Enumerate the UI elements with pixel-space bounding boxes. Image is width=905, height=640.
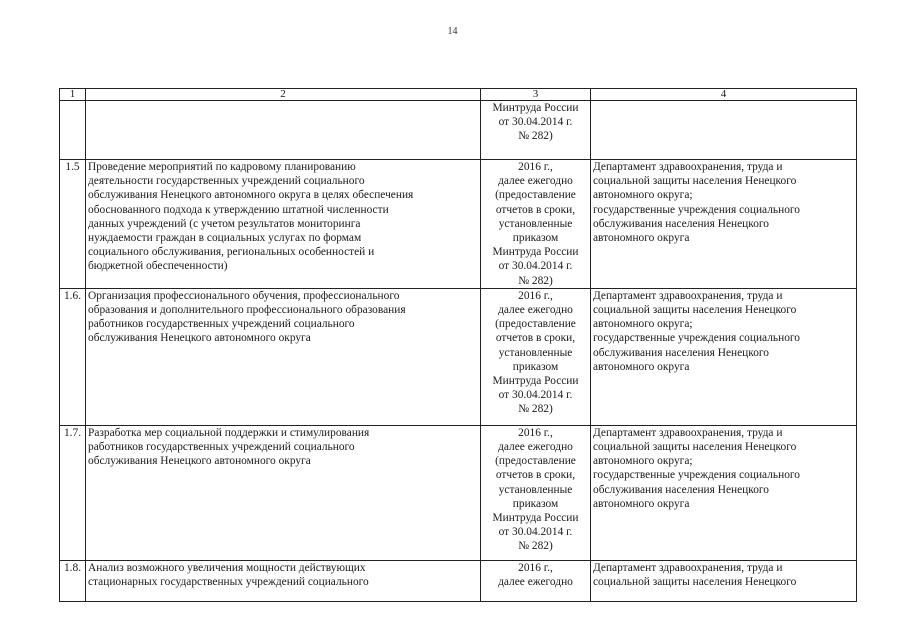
activity-line: работников государственных учреждений социального xyxy=(88,441,355,454)
term-line: № 282) xyxy=(518,540,553,553)
term-line: от 30.04.2014 г. xyxy=(498,116,573,129)
activity-line: обоснованного подхода к утверждению штатной численности xyxy=(88,203,389,216)
term-line: 2016 г., xyxy=(518,426,553,439)
term-line: приказом xyxy=(512,360,559,373)
executor-line: автономного округа; xyxy=(593,318,693,331)
term-cell xyxy=(481,560,591,601)
executor-cell xyxy=(591,160,857,289)
executor-line: Департамент здравоохранения, труда и xyxy=(593,561,783,574)
term-line: (предоставление xyxy=(495,318,576,331)
executor-line: обслуживания населения Ненецкого xyxy=(593,217,769,230)
activity-line: социального обслуживания, региональных особенностей и xyxy=(88,246,375,259)
measures-table xyxy=(59,88,857,602)
activity-line: обслуживания Ненецкого автономного округа xyxy=(88,455,311,468)
term-line: (предоставление xyxy=(495,455,576,468)
term-cell xyxy=(481,160,591,289)
activity-line: Организация профессионального обучения, профессионального xyxy=(88,289,400,302)
term-line: далее ежегодно xyxy=(498,441,573,454)
term-line: приказом xyxy=(512,497,559,510)
term-line: далее ежегодно xyxy=(498,304,573,317)
row-number-cell: 1.6. xyxy=(60,288,86,425)
term-cell xyxy=(481,288,591,425)
row-number-cell: 1.5 xyxy=(60,160,86,289)
activity-line: бюджетной обеспеченности) xyxy=(88,260,228,273)
row-number-cell: 1.7. xyxy=(60,425,86,560)
term-line: Минтруда России xyxy=(492,512,579,525)
row-number-cell xyxy=(60,101,86,160)
executor-cell xyxy=(591,101,857,160)
table-row xyxy=(60,101,857,160)
activity-cell xyxy=(86,160,481,289)
column-header-3: 3 xyxy=(481,89,591,101)
term-line: приказом xyxy=(512,232,559,245)
term-line: далее ежегодно xyxy=(498,175,573,188)
term-line: 2016 г., xyxy=(518,561,553,574)
activity-cell xyxy=(86,560,481,601)
term-line: установленные xyxy=(498,217,573,230)
activity-line: данных учреждений (с учетом результатов мониторинга xyxy=(88,217,361,230)
activity-line: Разработка мер социальной поддержки и стимулирования xyxy=(88,426,370,439)
executor-line: обслуживания населения Ненецкого xyxy=(593,346,769,359)
executor-line: Департамент здравоохранения, труда и xyxy=(593,161,783,173)
term-line: отчетов в сроки, xyxy=(495,332,576,345)
executor-line: Департамент здравоохранения, труда и xyxy=(593,426,783,439)
activity-line: Анализ возможного увеличения мощности действующих xyxy=(88,561,366,574)
term-line: Минтруда России xyxy=(492,375,579,388)
term-line: установленные xyxy=(498,483,573,496)
activity-cell xyxy=(86,425,481,560)
executor-line: государственные учреждения социального xyxy=(593,203,800,216)
table-row xyxy=(60,425,857,560)
term-line: № 282) xyxy=(518,130,553,143)
executor-cell xyxy=(591,560,857,601)
activity-line: образования и дополнительного профессионального образования xyxy=(88,304,406,317)
executor-line: государственные учреждения социального xyxy=(593,332,800,345)
executor-line: автономного округа xyxy=(593,360,690,373)
executor-line: автономного округа; xyxy=(593,189,693,202)
executor-line: автономного округа xyxy=(593,497,690,510)
activity-line: Проведение мероприятий по кадровому планированию xyxy=(88,161,356,173)
term-line: (предоставление xyxy=(495,189,576,202)
table-row xyxy=(60,560,857,601)
executor-line: социальной защиты населения Ненецкого xyxy=(593,441,797,454)
term-line: 2016 г., xyxy=(518,289,553,302)
term-line: № 282) xyxy=(518,403,553,416)
activity-line: работников государственных учреждений социального xyxy=(88,318,355,331)
executor-line: социальной защиты населения Ненецкого xyxy=(593,304,797,317)
term-line: далее ежегодно xyxy=(498,576,573,589)
row-number-cell: 1.8. xyxy=(60,560,86,601)
term-line: № 282) xyxy=(518,274,553,287)
activity-line: деятельности государственных учреждений социального xyxy=(88,175,365,188)
table-row xyxy=(60,288,857,425)
activity-cell xyxy=(86,101,481,160)
executor-line: Департамент здравоохранения, труда и xyxy=(593,289,783,302)
activity-line: стационарных государственных учреждений социального xyxy=(88,576,369,589)
term-line: Минтруда России xyxy=(492,102,579,114)
term-line: отчетов в сроки, xyxy=(495,469,576,482)
term-line: установленные xyxy=(498,346,573,359)
term-line: от 30.04.2014 г. xyxy=(498,260,573,273)
term-line: отчетов в сроки, xyxy=(495,203,576,216)
activity-line: обслуживания Ненецкого автономного округа xyxy=(88,332,311,345)
column-number-row xyxy=(60,89,857,101)
activity-line: обслуживания Ненецкого автономного округа в целях обеспечения xyxy=(88,189,414,202)
term-line: Минтруда России xyxy=(492,246,579,259)
column-header-1: 1 xyxy=(60,89,86,101)
column-header-4: 4 xyxy=(591,89,857,101)
executor-cell xyxy=(591,425,857,560)
term-cell xyxy=(481,425,591,560)
table-row xyxy=(60,160,857,289)
column-header-2: 2 xyxy=(86,89,481,101)
term-line: от 30.04.2014 г. xyxy=(498,389,573,402)
activity-cell xyxy=(86,288,481,425)
executor-line: социальной защиты населения Ненецкого xyxy=(593,576,797,589)
executor-line: государственные учреждения социального xyxy=(593,469,800,482)
activity-line: нуждаемости граждан в социальных услугах по формам xyxy=(88,232,362,245)
executor-line: автономного округа xyxy=(593,232,690,245)
term-line: от 30.04.2014 г. xyxy=(498,526,573,539)
term-line: 2016 г., xyxy=(518,161,553,173)
term-cell xyxy=(481,101,591,160)
executor-line: социальной защиты населения Ненецкого xyxy=(593,175,797,188)
page-number: 14 xyxy=(447,26,458,37)
executor-line: автономного округа; xyxy=(593,455,693,468)
executor-line: обслуживания населения Ненецкого xyxy=(593,483,769,496)
executor-cell xyxy=(591,288,857,425)
